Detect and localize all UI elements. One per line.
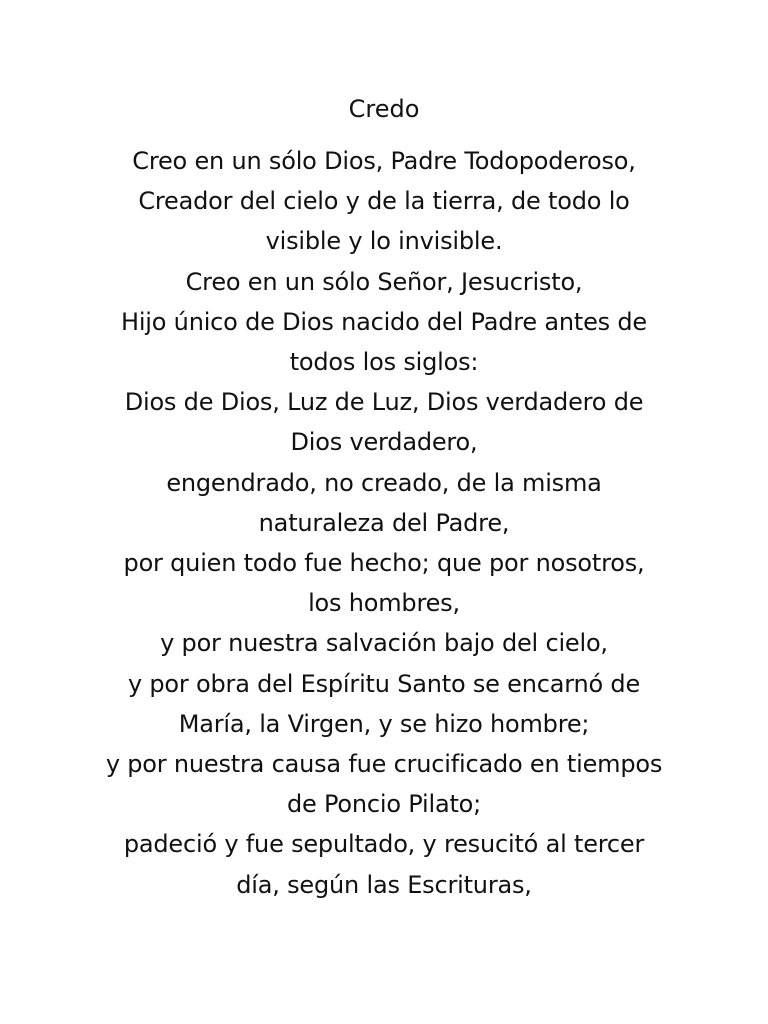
text-line: Dios verdadero, bbox=[290, 428, 478, 457]
text-line: María, la Virgen, y se hizo hombre; bbox=[178, 709, 590, 738]
text-line: día, según las Escrituras, bbox=[236, 870, 532, 899]
creed-text bbox=[60, 141, 708, 905]
text-line: engendrado, no creado, de la misma bbox=[166, 468, 602, 497]
text-line: Creo en un sólo Dios, Padre Todopoderoso, bbox=[132, 147, 636, 175]
text-line: Creador del cielo y de la tierra, de todo lo bbox=[138, 187, 630, 216]
text-line: por quien todo fue hecho; que por nosotros, bbox=[123, 549, 645, 578]
text-line: padeció y fue sepultado, y resucitó al tercer bbox=[123, 830, 645, 859]
text-line: y por nuestra salvación bajo del cielo, bbox=[160, 629, 608, 658]
text-line: los hombres, bbox=[308, 589, 460, 618]
text-line: todos los siglos: bbox=[289, 348, 479, 377]
text-line: y por obra del Espíritu Santo se encarnó de bbox=[127, 669, 641, 698]
text-line: naturaleza del Padre, bbox=[258, 508, 510, 537]
text-line: de Poncio Pilato; bbox=[286, 790, 482, 819]
text-line: Hijo único de Dios nacido del Padre antes de bbox=[120, 307, 647, 336]
text-line: y por nuestra causa fue crucificado en tiempos bbox=[105, 750, 663, 779]
text-line: Dios de Dios, Luz de Luz, Dios verdadero de bbox=[124, 388, 644, 417]
document-title: Credo bbox=[348, 95, 420, 123]
text-line: Creo en un sólo Señor, Jesucristo, bbox=[185, 267, 583, 296]
text-line: visible y lo invisible. bbox=[265, 227, 503, 256]
